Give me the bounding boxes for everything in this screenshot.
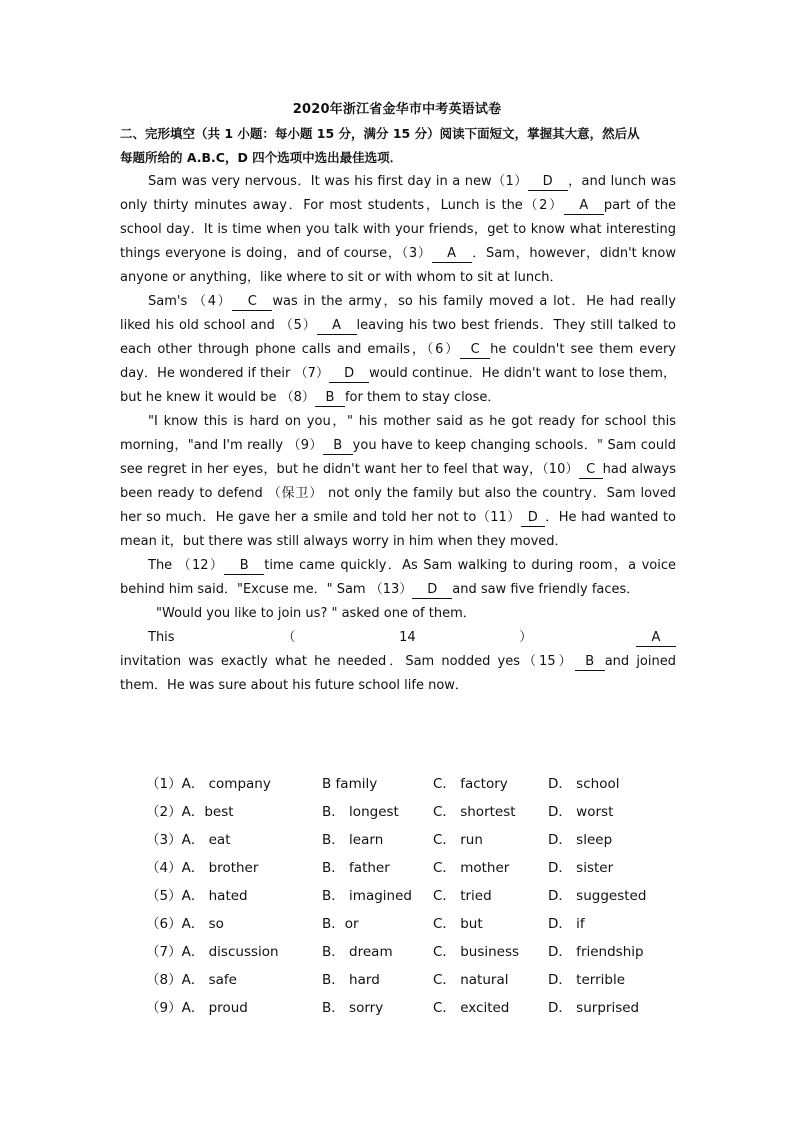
option-a: （8）A． safe [146,972,237,988]
option-d: D． worst [548,804,614,820]
option-c: C． business [433,944,520,960]
option-row [146,828,706,856]
option-b: B． father [322,860,390,876]
answer-blank-1: D [528,174,568,191]
option-b: B． dream [322,944,393,960]
instructions-line-2: 每题所给的 A.B.C，D 四个选项中选出最佳选项． [120,150,403,165]
answer-blank-6: C [460,342,490,359]
option-a: （2）A．best [146,804,234,820]
option-a: （4）A． brother [146,860,259,876]
option-c: C． run [433,832,483,848]
option-b: B． sorry [322,1000,384,1016]
answer-blank-15: B [575,654,605,671]
option-c: C． excited [433,1000,510,1016]
option-b: B． imagined [322,888,412,904]
paragraph-4: The （12） B time came quickly．As Sam walking to during room，a voice behind him said．"Excuse me．" Sam （13） D and saw five friendly faces． [120,558,677,597]
paragraph-3: "I know this is hard on you，" his mother said as he got ready for school this morning，"and I'm really （9） B you have to keep changing schools．" Sam could see regret in her eyes，but he didn't want her to feel that way，（10） C had always been ready to defend （保卫） not only the family but also the country．Sam loved her so much．He gave her a smile and told her not to（11） D ．He had wanted to mean it，but there was still always worry in him when they moved． [120,414,676,549]
instructions-line-1: 二、完形填空（共 1 小题：每小题 15 分，满分 15 分）阅读下面短文，掌握其大意，然后从 [120,126,640,141]
option-b: B． longest [322,804,399,820]
answer-blank-10: C [579,462,603,479]
option-d: D． sleep [548,832,613,848]
option-row [146,800,706,828]
answer-blank-2: A [564,198,604,215]
option-c: C． tried [433,888,492,904]
option-c: C． shortest [433,804,516,820]
paragraph-6: This （14） Ainvitation was exactly what he needed．Sam nodded yes（15） B and joined them．He was sure about his future school life now． [120,630,676,693]
answer-blank-13: D [412,582,452,599]
option-row [146,996,706,1024]
options-list [146,772,706,1024]
option-b: B．or [322,916,359,932]
option-a: （5）A． hated [146,888,248,904]
option-row [146,968,706,996]
option-row [146,940,706,968]
answer-blank-12: B [224,558,264,575]
option-b: B． hard [322,972,380,988]
option-row [146,856,706,884]
option-b: B family [322,776,378,792]
paragraph-1: Sam was very nervous．It was his first day in a new（1） D ，and lunch was only thirty minutes away．For most students，Lunch is the（2） A part of the school day．It is time when you talk with your friends，get to know what interesting things everyone is doing，and of course，（3） A ．Sam，however，didn't know anyone or anything，like where to sit or with whom to sit at lunch． [120,174,676,285]
paragraph-2: Sam's （4） C was in the army，so his family moved a lot．He had really liked his old school and （5） A leaving his two best friends．They still talked to each other through phone calls and emails，（6） C he couldn't see them every day．He wondered if their （7） D would continue．He didn't want to lose them，but he knew it would be （8） B for them to stay close． [120,294,676,405]
option-d: D． terrible [548,972,626,988]
cloze-passage [120,170,676,698]
option-d: D． surprised [548,1000,640,1016]
option-a: （7）A． discussion [146,944,279,960]
option-c: C． but [433,916,483,932]
option-a: （1）A． company [146,776,271,792]
answer-blank-14: A [636,630,676,647]
option-a: （9）A． proud [146,1000,248,1016]
option-b: B． learn [322,832,384,848]
option-a: （3）A． eat [146,832,231,848]
answer-blank-7: D [329,366,369,383]
option-row [146,912,706,940]
option-c: C． mother [433,860,510,876]
answer-blank-5: A [317,318,357,335]
option-row [146,772,706,800]
answer-blank-8: B [315,390,345,407]
option-d: D． school [548,776,620,792]
answer-blank-3: A [432,246,472,263]
option-d: D． suggested [548,888,647,904]
answer-blank-11: D [521,510,545,527]
option-d: D． friendship [548,944,644,960]
option-row [146,884,706,912]
option-c: C． natural [433,972,509,988]
option-d: D． sister [548,860,614,876]
answer-blank-9: B [323,438,353,455]
exam-title: 2020年浙江省金华市中考英语试卷 [292,102,502,117]
option-a: （6）A． so [146,916,224,932]
option-d: D． if [548,916,585,932]
option-c: C． factory [433,776,508,792]
answer-blank-4: C [232,294,272,311]
paragraph-5: "Would you like to join us? " asked one of them． [156,606,476,621]
